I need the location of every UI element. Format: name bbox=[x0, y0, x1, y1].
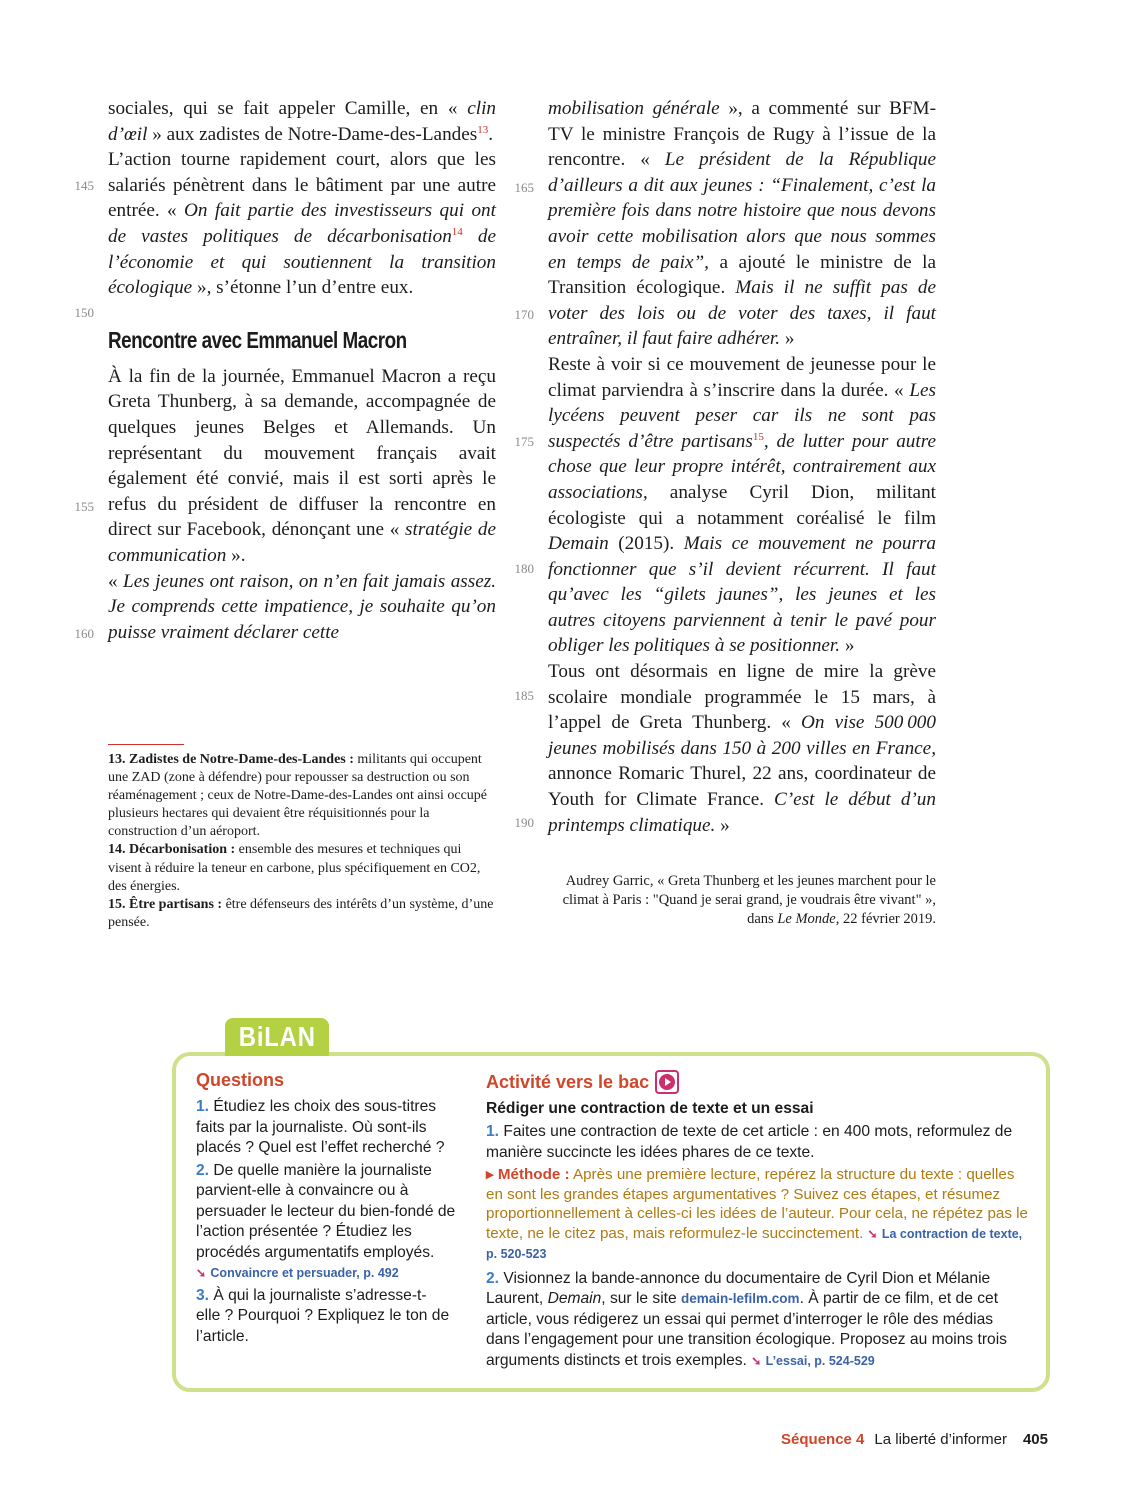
cross-reference-link[interactable]: L’essai, p. 524-529 bbox=[765, 1353, 875, 1368]
activity-title: Activité vers le bac bbox=[486, 1070, 1028, 1094]
footnote-ref[interactable]: 13 bbox=[477, 123, 489, 136]
cross-reference-link[interactable]: La contraction de texte, p. 520-523 bbox=[486, 1226, 1023, 1261]
footnote: 15. Être partisans : être défenseurs des intérêts d’un système, d’une pensée. bbox=[108, 896, 494, 930]
line-number: 150 bbox=[74, 305, 94, 320]
activity-item: 2. Visionnez la bande-annonce du documentaire de Cyril Dion et Mélanie Laurent, Demain, sur le site demain-lefilm.com. À partir de ce film, et de cet article, vous rédigerez un essai qui permet d’interroger le rôle des médias dans l’engagement pour une transition écologique. Proposez au moins trois arguments distincts et trois exemples. ➘ L’essai, p. 524-529 bbox=[486, 1269, 1007, 1369]
footnote: 14. Décarbonisation : ensemble des mesures et techniques qui visent à réduire la teneur en carbone, plus spécifiquement en CO2, des énergies. bbox=[108, 842, 481, 894]
bilan-tab: BiLAN bbox=[225, 1018, 329, 1056]
activity-subtitle: Rédiger une contraction de texte et un essai bbox=[486, 1100, 814, 1117]
chapter-title: La liberté d’informer bbox=[874, 1431, 1007, 1448]
page-number: 405 bbox=[1022, 1431, 1048, 1448]
article-right-column bbox=[548, 96, 936, 838]
paragraph: mobilisation générale », a commenté sur BFM-TV le ministre François de Rugy à l’issue de la rencontre. « Le président de la République d’ailleurs a dit aux jeunes : “Finalement, c’est la première fois dans notre histoire que nous devons avoir cette mobilisation alors que nous sommes en temps de paix”, a ajouté le ministre de la Transition écologique. Mais il ne suffit pas de voter des lois ou de voter des taxes, il faut entraîner, il faut faire adhérer. » bbox=[548, 98, 937, 350]
article-left-column bbox=[108, 96, 496, 645]
footnote-ref[interactable]: 15 bbox=[752, 430, 764, 443]
questions-title: Questions bbox=[196, 1070, 285, 1090]
activity-block bbox=[486, 1070, 1028, 1373]
play-video-icon[interactable] bbox=[655, 1070, 679, 1094]
source-citation: Audrey Garric, « Greta Thunberg et les jeunes marchent pour le climat à Paris : "Quand je serai grand, je voudrais être vivant" », dans Le Monde, 22 février 2019. bbox=[562, 873, 936, 927]
footnotes bbox=[108, 744, 498, 932]
line-number: 155 bbox=[74, 499, 94, 514]
line-number: 160 bbox=[74, 626, 94, 641]
method-arrow-icon: ▸ bbox=[486, 1166, 494, 1183]
arrow-icon: ➘ bbox=[196, 1266, 207, 1280]
footnote-divider bbox=[108, 744, 184, 745]
cross-reference-link[interactable]: Convaincre et persuader, p. 492 bbox=[210, 1266, 399, 1280]
line-number: 165 bbox=[514, 180, 534, 195]
sequence-label: Séquence 4 bbox=[781, 1431, 865, 1448]
line-number: 175 bbox=[514, 434, 534, 449]
question-item: 1. Étudiez les choix des sous-titres faits par la journaliste. Où sont-ils placés ? Quel est l’effet recherché ? bbox=[196, 1098, 445, 1156]
paragraph: À la fin de la journée, Emmanuel Macron a reçu Greta Thunberg, à sa demande, accompagnée de quelques jeunes Belges et Allemands. Un représentant du mouvement français avait également été convié, mais il est sorti après le refus du président de diffuser la rencontre en direct sur Facebook, dénonçant une « stratégie de communication ». bbox=[108, 365, 496, 566]
question-item: 2. De quelle manière la journaliste parvient-elle à convaincre ou à persuader le lecteur du bien-fondé de l’action présentée ? Étudiez les procédés argumentatifs employés. ➘ Convaincre et persuader, p. 492 bbox=[196, 1161, 456, 1280]
line-number: 185 bbox=[514, 688, 534, 703]
questions-block bbox=[196, 1070, 458, 1349]
line-number: 145 bbox=[74, 178, 94, 193]
line-number: 190 bbox=[514, 815, 534, 830]
method-note: ▸ Méthode : Après une première lecture, repérez la structure du texte : quelles en sont les grandes étapes argumentatives ? Suivez ces étapes, et résumez proportionnellement à celles-ci les idées de l’auteur. Pour cela, ne répétez pas le texte, ne le citez pas, mais reformulez-le succinctement. ➘ La contraction de texte, p. 520-523 bbox=[486, 1166, 1029, 1261]
arrow-icon: ➘ bbox=[751, 1353, 762, 1368]
section-subtitle: Rencontre avec Emmanuel Macron bbox=[108, 326, 407, 353]
line-number: 170 bbox=[514, 307, 534, 322]
footnote: 13. Zadistes de Notre-Dame-des-Landes : militants qui occupent une ZAD (zone à défendre) pour repousser sa destruction ou son réaménagement ; ceux de Notre-Dame-des-Landes ont ainsi occupé plusieurs hectares qui devaient être réquisitionnés pour la construction d’un aéroport. bbox=[108, 752, 487, 840]
arrow-icon: ➘ bbox=[867, 1226, 878, 1241]
page-footer bbox=[781, 1431, 1048, 1448]
activity-item: 1. Faites une contraction de texte de cet article : en 400 mots, reformulez de manière succincte les idées phares de ce texte. bbox=[486, 1123, 1013, 1161]
website-link[interactable]: demain-lefilm.com bbox=[681, 1291, 800, 1306]
paragraph: Tous ont désormais en ligne de mire la grève scolaire mondiale programmée le 15 mars, à l’appel de Greta Thunberg. « On vise 500 000 jeunes mobilisés dans 150 à 200 villes en France, annonce Romaric Thurel, 22 ans, coordinateur de Youth for Climate France. C’est le début d’un printemps climatique. » bbox=[548, 661, 936, 836]
paragraph: Reste à voir si ce mouvement de jeunesse pour le climat parviendra à s’inscrire dans la durée. « Les lycéens peuvent peser car ils ne sont pas suspectés d’être partisans$^{15}$, de lutter pour autre chose que leur propre intérêt, contrairement aux associations, analyse Cyril Dion, militant écologiste qui a notamment coréalisé le film Demain (2015). Mais ce mouvement ne pourra fonctionner que s’il devient récurrent. Il faut qu’avec les “gilets jaunes”, les jeunes et les autres citoyens parviennent à tenir le pavé pour obliger les politiques à se positionner. » bbox=[548, 353, 937, 657]
footnote-ref[interactable]: 14 bbox=[451, 225, 463, 238]
paragraph: L’action tourne rapidement court, alors que les salariés pénètrent dans le bâtiment par une autre entrée. « On fait partie des investisseurs qui ont de vastes politiques de décarbonisation$^{14}$ de l’économie et qui soutiennent la transition écologique », s’étonne l’un d’entre eux. bbox=[108, 149, 496, 299]
paragraph: sociales, qui se fait appeler Camille, en « clin d’œil » aux zadistes de Notre-Dame-des-Landes$^{13}$. bbox=[108, 98, 496, 145]
question-item: 3. À qui la journaliste s’adresse-t-elle ? Pourquoi ? Expliquez le ton de l’article. bbox=[196, 1286, 450, 1345]
paragraph: « Les jeunes ont raison, on n’en fait jamais assez. Je comprends cette impatience, je souhaite qu’on puisse vraiment déclarer cette bbox=[108, 570, 496, 643]
line-number: 180 bbox=[514, 561, 534, 576]
